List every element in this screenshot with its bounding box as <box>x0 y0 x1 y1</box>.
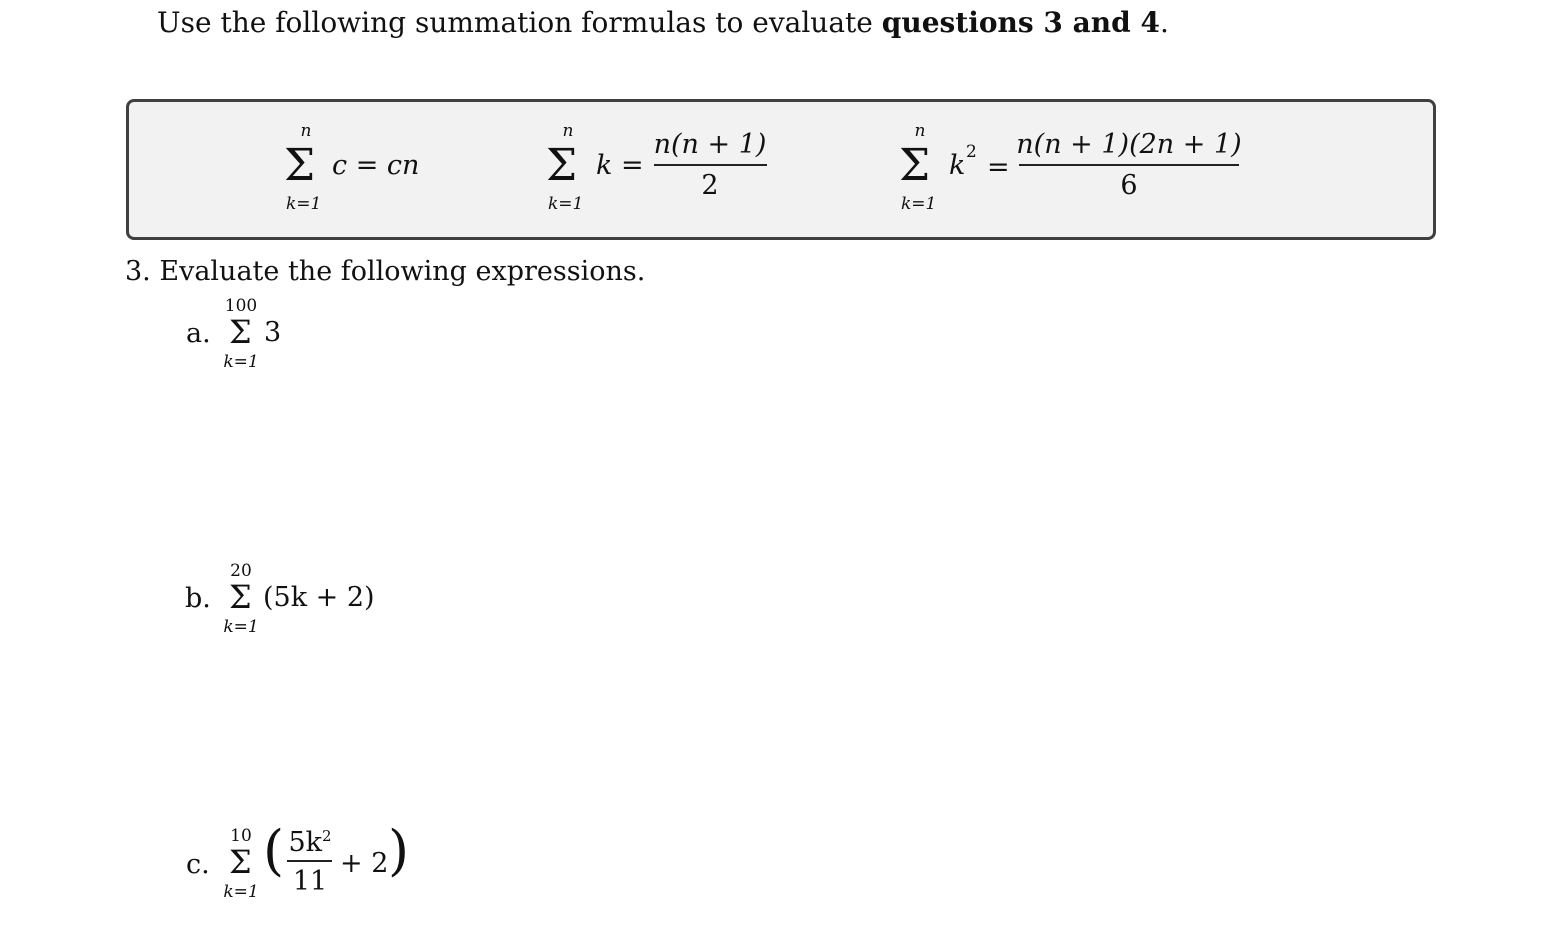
formula3-lhs: k <box>949 150 966 181</box>
formula2-numerator: n(n + 1) <box>653 129 767 160</box>
formula1-upper: n <box>300 121 312 141</box>
formula1-lower: k=1 <box>286 194 322 214</box>
formula3-numerator: n(n + 1)(2n + 1) <box>1016 129 1242 160</box>
sigma-icon: Σ <box>229 578 252 616</box>
formula3-denominator: 6 <box>1120 170 1138 201</box>
formula2-denominator: 2 <box>701 170 719 201</box>
sigma-icon: Σ <box>229 843 252 881</box>
intro-period: . <box>1159 6 1169 39</box>
intro-bold: questions 3 and 4 <box>881 6 1160 39</box>
item-c-lower: k=1 <box>223 882 259 902</box>
sigma-icon: Σ <box>546 140 578 191</box>
item-b-lower: k=1 <box>223 617 259 637</box>
formula1-body: c = cn <box>332 150 420 181</box>
sigma-icon: Σ <box>899 140 931 191</box>
sigma-icon: Σ <box>284 140 316 191</box>
item-c-numerator <box>284 827 336 858</box>
question-text: Evaluate the following expressions. <box>159 256 646 287</box>
item-b-upper: 20 <box>230 561 252 581</box>
formula3-equals: = <box>987 152 1010 183</box>
formula3-sup: 2 <box>966 142 977 162</box>
item-a-body: 3 <box>264 317 282 348</box>
fraction-bar <box>1019 164 1239 166</box>
fraction-bar <box>654 164 767 166</box>
question-number: 3. <box>125 256 151 287</box>
item-b-label: b. <box>185 583 211 614</box>
formula3-lower: k=1 <box>901 194 937 214</box>
formula3-upper: n <box>914 121 926 141</box>
right-paren-icon: ) <box>388 819 410 882</box>
item-c-upper: 10 <box>230 826 252 846</box>
intro-text <box>157 6 1169 39</box>
item-c-num-text: 5k <box>288 827 322 858</box>
item-c-rest: + 2 <box>340 848 389 879</box>
fraction-bar <box>287 860 332 862</box>
question-heading <box>125 256 645 287</box>
formula2-lhs: k = <box>596 150 644 181</box>
intro-plain: Use the following summation formulas to evaluate <box>157 6 873 39</box>
item-b-body: (5k + 2) <box>263 582 375 613</box>
left-paren-icon: ( <box>263 819 285 882</box>
item-a-label: a. <box>186 318 211 349</box>
item-a-lower: k=1 <box>223 352 259 372</box>
item-c-sup: 2 <box>322 827 332 845</box>
item-c-denominator: 11 <box>292 866 328 897</box>
formula2-lower: k=1 <box>548 194 584 214</box>
item-a-upper: 100 <box>224 296 258 316</box>
formula2-upper: n <box>562 121 574 141</box>
sigma-icon: Σ <box>229 313 252 351</box>
item-c-label: c. <box>186 849 210 880</box>
